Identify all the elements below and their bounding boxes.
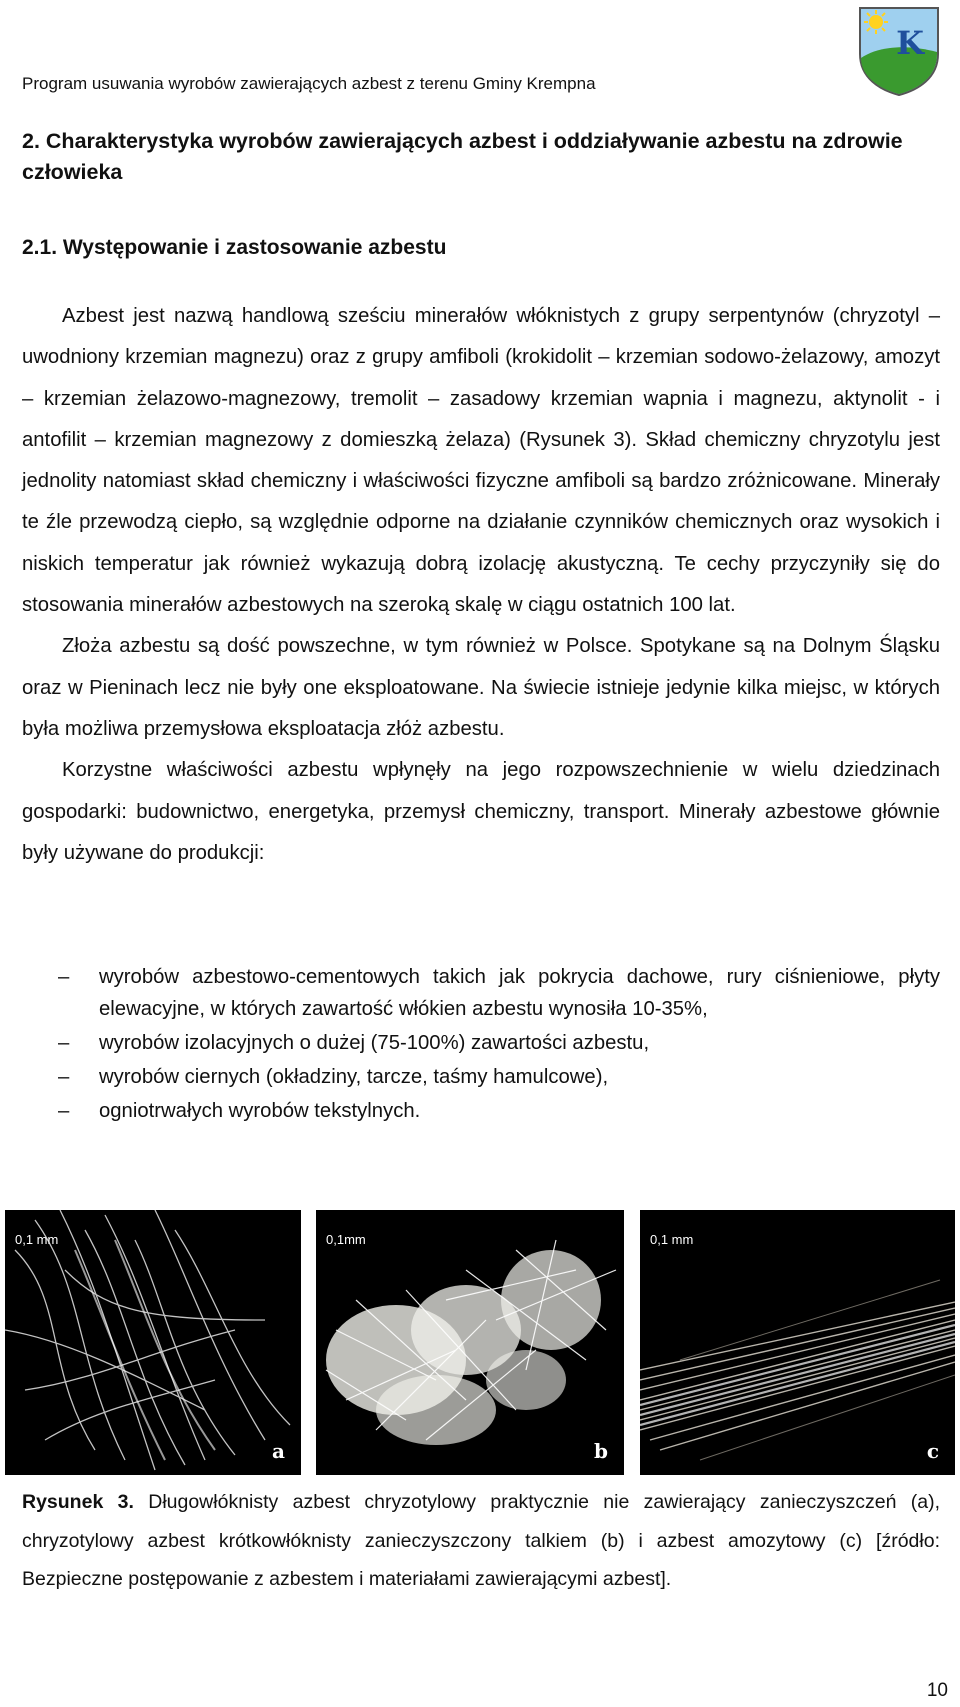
photo-chrysotile-short-fiber [316,1210,624,1475]
list-item: – wyrobów izolacyjnych o dużej (75-100%) zawartości azbestu, [22,1027,940,1059]
caption-label: Rysunek 3. [22,1491,134,1513]
photo-amosite [640,1210,955,1475]
list-dash: – [58,966,70,988]
photo-letter: a [272,1439,285,1463]
scale-label: 0,1 mm [650,1232,694,1247]
paragraph: Korzystne właściwości azbestu wpłynęły na jego rozpowszechnienie w wielu dziedzinach gospodarki: budownictwo, energetyka, przemysł chemiczny, transport. Minerały azbestowe głównie były używane do produkcji: [22,759,940,864]
photo-letter: c [926,1439,939,1463]
figure-caption [22,1483,940,1599]
caption-text: Długowłóknisty azbest chryzotylowy praktycznie nie zawierający zanieczyszczeń (a), chryzotylowy azbest krótkowłóknisty zanieczyszczony talkiem (b) i azbest amozytowy (c) [źródło: Bezpieczne postępowanie z azbestem i materiałami zawierającymi azbest]. [22,1491,941,1590]
list-item: – ogniotrwałych wyrobów tekstylnych. [22,1095,940,1127]
list-dash: – [58,1066,70,1088]
list-item: – wyrobów azbestowo-cementowych takich jak pokrycia dachowe, rury ciśnieniowe, płyty elewacyjne, w których zawartość włókien azbestu wynosiła 10-35%, [22,961,940,1025]
body-text [22,296,940,874]
product-list [22,961,940,1129]
subsection-heading: 2.1. Występowanie i zastosowanie azbestu [22,236,447,259]
scale-label: 0,1 mm [15,1232,59,1247]
figure-photos [5,1210,955,1475]
photo-chrysotile-long-fiber [5,1210,301,1475]
municipality-crest-icon [858,6,940,96]
crest-letter: K [896,24,924,62]
header-title: Program usuwania wyrobów zawierających azbest z terenu Gminy Krempna [22,74,596,93]
section-heading: 2. Charakterystyka wyrobów zawierających azbest i oddziaływanie azbestu na zdrowie człowieka [22,129,903,184]
paragraph: Azbest jest nazwą handlową sześciu minerałów włóknistych z grupy serpentynów (chryzotyl – uwodniony krzemian magnezu) oraz z grupy amfiboli (krokidolit – krzemian sodowo-żelazowy, amozyt – krzemian żelazowo-magnezowy, tremolit – zasadowy krzemian wapnia i magnezu, aktynolit - i antofilit – krzemian magnezowy z domieszką żelaza) (Rysunek 3). Skład chemiczny chryzotylu jest jednolity natomiast skład chemiczny i właściwości fizyczne amfiboli są bardzo zróżnicowane. Minerały te źle przewodzą ciepło, są względnie odporne na działanie czynników chemicznych oraz wysokich i niskich temperatur jak również wykazują dobrą izolację akustyczną. Te cechy przyczyniły się do stosowania minerałów azbestowych na szeroką skalę w ciągu ostatnich 100 lat. [22,305,940,617]
scale-label: 0,1mm [326,1232,366,1247]
page-header [22,0,940,108]
list-item: – wyrobów ciernych (okładziny, tarcze, taśmy hamulcowe), [22,1061,940,1093]
list-dash: – [58,1032,70,1054]
list-dash: – [58,1100,70,1122]
paragraph: Złoża azbestu są dość powszechne, w tym również w Polsce. Spotykane są na Dolnym Śląsku oraz w Pieninach lecz nie były one eksploatowane. Na świecie istnieje jedynie kilka miejsc, w których była możliwa przemysłowa eksploatacja złóż azbestu. [22,635,940,740]
page-number: 10 [926,1680,948,1701]
photo-letter: b [594,1439,608,1463]
